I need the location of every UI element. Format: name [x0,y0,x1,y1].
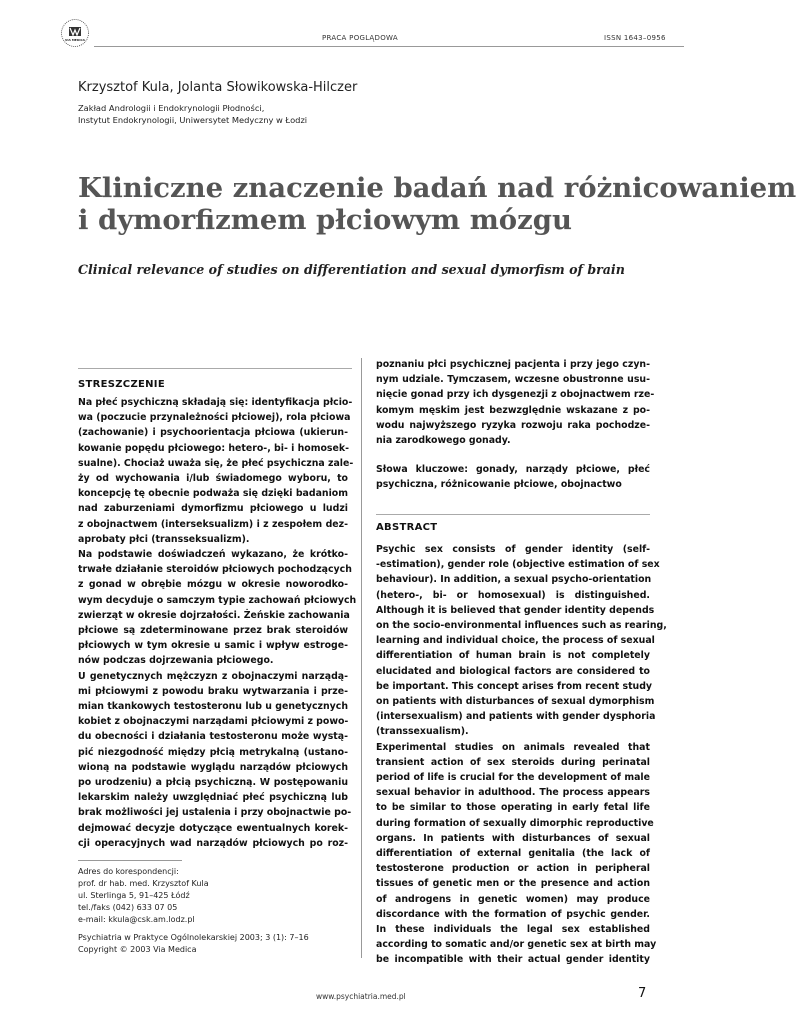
correspondence-email[interactable]: e-mail: kkula@csk.am.lodz.pl [78,915,195,924]
title-line: i dymorfizmem płciowym mózgu [78,204,572,236]
text-line: sualne). Chociaż uważa się, że płeć psychiczna zale- [78,457,354,469]
journal-url[interactable]: www.psychiatria.med.pl [316,992,406,1001]
text-line: wodu najwyższego ryzyka rozwoju raka pochodze- [376,419,650,431]
text-line: aprobaty płci (transseksualizm). [78,533,250,545]
abstract-section [376,542,667,968]
text-line: Słowa kluczowe: gonady, narządy płciowe, płeć [376,464,650,476]
article-type-label: PRACA POGLĄDOWA [322,34,398,42]
text-line: z gonad w obrębie mózgu w okresie noworodko- [78,579,348,591]
text-line: period of life is crucial for the development of male [376,772,650,784]
text-line: ży od wychowania i/lub świadomego wyboru, to [78,473,348,485]
abstract-body [376,542,667,968]
text-line: poznaniu płci psychicznej pacjenta i przy jego czyn- [376,359,650,370]
affiliation-line: Zakład Andrologii i Endokrynologii Płodności, [78,103,265,113]
streszczenie-continued [376,357,655,493]
text-line: psychiczna, różnicowanie płciowe, obojnactwo [376,479,622,491]
text-line: lekarskim należy uwzględniać płeć psychiczną lub [78,792,348,804]
text-line: differentiation of human brain is not completely [376,650,650,662]
keywords [376,462,650,492]
correspondence-line: Adres do korespondencji: [78,867,179,876]
text-line: wym decyduje o samczym typie zachowań płciowych [78,594,357,606]
header-rule [94,46,684,47]
text-line: kowanie popędu płciowego: hetero-, bi- i homosek- [78,442,349,454]
text-line: mian tkankowych testosteronu lub u genetycznych [78,701,348,713]
text-line: wa (poczucie przynależności płciowej), rola płciowa [78,412,351,424]
text-line: (zachowanie) i psychoorientacja płciowa (ukierun- [78,427,348,439]
text-line: testosterone production or action in peripheral [376,863,650,875]
text-line: organs. In patients with disturbances of sexual [376,832,650,844]
text-line: cji operacyjnych wad narządów płciowych po roz- [78,837,348,849]
correspondence-line: tel./faks (042) 633 07 05 [78,903,178,912]
text-line: płciowe są zdeterminowane przez brak steroidów [78,625,348,637]
text-line: dejmować decyzje dotyczące ewentualnych korek- [78,822,348,834]
correspondence-line: prof. dr hab. med. Krzysztof Kula [78,879,209,888]
text-line: nad zaburzeniami dymorfizmu płciowego u ludzi [78,503,348,515]
text-line: differentiation of external genitalia (the lack of [376,848,650,860]
column-rule-right [376,514,650,515]
affiliation-line: Instytut Endokrynologii, Uniwersytet Medyczny w Łodzi [78,115,308,125]
text-line: komym męskim jest bezwzględnie wskazane z po- [376,404,650,416]
text-line: nia zarodkowego gonady. [376,435,511,447]
text-line: du obecności i działania testosteronu może wystą- [78,731,348,743]
text-line: elucidated and biological factors are considered to [376,665,650,677]
text-line: płciowych w tym okresie u samic i wpływ estroge- [78,640,348,652]
text-line: wioną na podstawie wyglądu narządów płciowych [78,761,348,773]
text-line: Experimental studies on animals revealed that [376,741,650,753]
section-heading: ABSTRACT [376,522,438,533]
text-line: Although it is believed that gender identity depends [376,604,655,616]
text-line: mi płciowymi z powodu braku wytwarzania i prze- [78,685,348,697]
text-line: -estimation), gender role (objective estimation of sex [376,559,660,571]
text-line: pić niezgodność między płcią metrykalną (ustano- [78,746,348,758]
text-line: nięcie gonad przy ich dysgenezji z obojnactwem rze- [376,389,655,401]
streszczenie-body [78,395,357,851]
text-line: sexual behavior in adulthood. The process appears [376,787,650,799]
streszczenie-section [78,379,357,851]
footnote-rule [78,860,182,861]
text-line: on patients with disturbances of sexual dymorphism [376,696,655,708]
text-line: nym udziale. Tymczasem, wczesne obustronne usu- [376,374,650,386]
article-title-english: Clinical relevance of studies on differentiation and sexual dymorfism of brain [78,262,625,277]
text-line: tissues of genetic men or the presence and action [376,878,650,890]
text-line: be incompatible with their actual gender identity [376,954,650,966]
text-line: discordance with the formation of psychic gender. [376,908,650,920]
text-line: to be similar to those operating in early fetal life [376,802,650,814]
text-line: kobiet z obojnaczymi narządami płciowymi z powo- [78,716,349,728]
title-line: Kliniczne znaczenie badań nad różnicowaniem [78,172,796,204]
text-line: according to somatic and/or genetic sex at birth may [376,939,657,951]
text-line: Psychic sex consists of gender identity (self- [376,544,650,555]
svg-text:VIA MEDICA: VIA MEDICA [65,38,85,42]
text-line: koncepcję tę obecnie podważa się dzięki badaniom [78,488,348,500]
issn-label: ISSN 1643–0956 [604,34,666,42]
via-medica-logo [60,18,90,48]
text-line: (transsexualism). [376,726,469,738]
column-divider [361,358,362,958]
text-line: (hetero-, bi- or homosexual) is distinguished. [376,589,650,601]
text-line: during formation of sexually dimorphic reproductive [376,817,654,829]
text-line: Na podstawie doświadczeń wykazano, że krótko- [78,549,348,561]
text-line: brak możliwości jej ustalenia i przy obojnactwie po- [78,807,352,819]
text-line: Na płeć psychiczną składają się: identyfikacja płcio- [78,397,353,408]
citation-line: Psychiatria w Praktyce Ogólnolekarskiej 2003; 3 (1): 7–16 [78,933,309,942]
text-line: trwałe działanie steroidów płciowych pochodzących [78,564,352,576]
page-number: 7 [638,986,647,1001]
copyright-line: Copyright © 2003 Via Medica [78,945,197,954]
text-line: zwierząt w okresie dojrzałości. Żeńskie zachowania [78,609,350,621]
column-rule-left [78,368,352,369]
text-line: transient action of sex steroids during perinatal [376,756,650,768]
text-line: z obojnactwem (interseksualizm) i z zespołem dez- [78,518,348,530]
text-line: U genetycznych mężczyzn z obojnaczymi narządą- [78,670,348,682]
streszczenie-continued-body [376,357,655,448]
text-line: nów podczas dojrzewania płciowego. [78,655,274,667]
text-line: In these individuals the legal sex established [376,924,650,936]
article-title-polish [78,172,796,236]
authors: Krzysztof Kula, Jolanta Słowikowska-Hilczer [78,80,358,95]
text-line: be important. This concept arises from recent study [376,680,653,692]
correspondence-line: ul. Sterlinga 5, 91–425 Łódź [78,891,190,900]
section-heading: STRESZCZENIE [78,379,165,390]
text-line: (intersexualism) and patients with gender dysphoria [376,711,656,723]
text-line: po urodzeniu) a płcią psychiczną. W postępowaniu [78,777,348,789]
text-line: behaviour). In addition, a sexual psycho-orientation [376,574,652,586]
text-line: learning and individual choice, the process of sexual [376,635,655,647]
text-line: of androgens in genetic women) may produce [376,893,650,905]
text-line: on the socio-environmental influences such as rearing, [376,620,667,632]
